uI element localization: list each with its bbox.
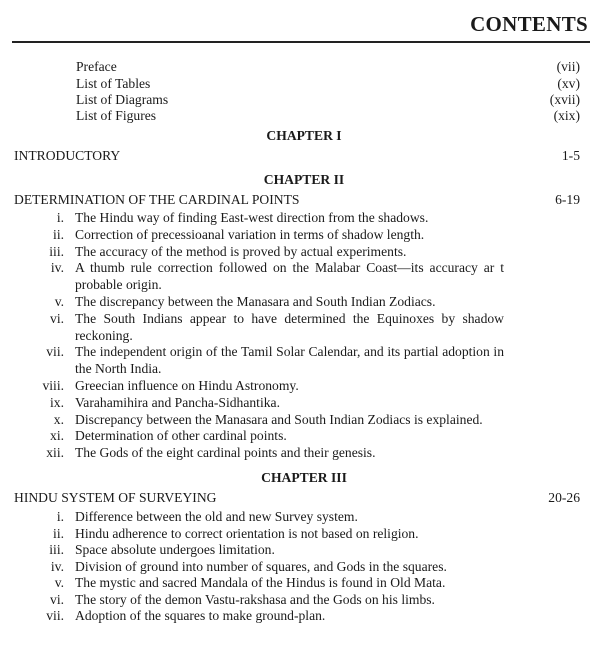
- subtopic-item: [0, 509, 504, 526]
- page-title: CONTENTS: [470, 12, 588, 36]
- entry-page: (xv): [557, 75, 580, 91]
- section-title: INTRODUCTORY: [14, 148, 121, 163]
- entry-page: (xix): [553, 108, 580, 123]
- subtopic-item: [0, 559, 504, 576]
- subtopic-item: [0, 526, 504, 543]
- subtopic-item: [0, 445, 504, 462]
- front-matter-entry: [0, 75, 600, 92]
- subtopic-item: [0, 227, 504, 244]
- subtopic-item: [0, 344, 504, 378]
- subtopic-item: [0, 311, 504, 345]
- item-text: Adoption of the squares to make ground-plan.: [75, 608, 326, 623]
- subtopic-item: [0, 428, 504, 445]
- item-number: xi.: [50, 428, 64, 444]
- front-matter-entry: [0, 107, 600, 124]
- item-number: vi.: [50, 310, 64, 326]
- section-title: HINDU SYSTEM OF SURVEYING: [14, 490, 217, 505]
- entry-page: (xvii): [549, 92, 580, 107]
- front-matter-entry: [0, 91, 600, 108]
- subtopic-list: [0, 509, 504, 625]
- item-text: Correction of precessioanal variation in terms of shadow length.: [75, 226, 425, 242]
- front-matter-entry: [0, 58, 600, 75]
- section-entry: [0, 147, 600, 164]
- item-number: ii.: [53, 525, 64, 541]
- subtopic-item: [0, 378, 504, 395]
- item-number: iv.: [50, 558, 64, 574]
- section-entry: [0, 191, 600, 208]
- section-title: DETERMINATION OF THE CARDINAL POINTS: [14, 192, 300, 207]
- item-text: Determination of other cardinal points.: [75, 428, 287, 444]
- chapter-heading: CHAPTER I: [266, 128, 342, 143]
- item-number: vi.: [50, 591, 64, 607]
- subtopic-item: [0, 244, 504, 261]
- item-number: i.: [56, 509, 64, 524]
- item-text: Space absolute undergoes limitation.: [75, 542, 275, 557]
- item-text: Greecian influence on Hindu Astronomy.: [75, 377, 299, 393]
- item-text: Division of ground into number of squares, and Gods in the squares.: [75, 558, 447, 574]
- item-number: i.: [56, 210, 64, 225]
- subtopic-item: [0, 608, 504, 625]
- item-text: The independent origin of the Tamil Solar Calendar, and its partial adoption in the North India.: [75, 344, 504, 377]
- subtopic-list: [0, 210, 504, 462]
- chapter-heading: CHAPTER III: [261, 470, 347, 485]
- item-number: viii.: [42, 377, 64, 393]
- item-text: The Hindu way of finding East-west direction from the shadows.: [75, 210, 429, 225]
- entry-label: List of Diagrams: [76, 92, 169, 107]
- title-rule: [12, 41, 590, 43]
- item-number: v.: [54, 575, 64, 590]
- item-text: The South Indians appear to have determined the Equinoxes by shadow reckoning.: [75, 310, 504, 343]
- item-text: The story of the demon Vastu-rakshasa and the Gods on his limbs.: [75, 591, 435, 607]
- item-text: The Gods of the eight cardinal points and their genesis.: [75, 445, 376, 461]
- item-text: The accuracy of the method is proved by actual experiments.: [75, 243, 407, 259]
- subtopic-item: [0, 592, 504, 609]
- subtopic-item: [0, 542, 504, 559]
- subtopic-item: [0, 260, 504, 294]
- entry-label: List of Figures: [76, 108, 157, 123]
- chapter-heading: CHAPTER II: [263, 172, 345, 187]
- subtopic-item: [0, 210, 504, 227]
- entry-page: (vii): [556, 59, 580, 74]
- item-text: Varahamihira and Pancha-Sidhantika.: [75, 394, 280, 410]
- section-pages: 20-26: [548, 490, 580, 505]
- item-number: iii.: [49, 542, 64, 557]
- item-number: ix.: [50, 394, 64, 410]
- item-number: iii.: [49, 243, 64, 259]
- item-number: ii.: [53, 226, 64, 242]
- item-text: Discrepancy between the Manasara and South Indian Zodiacs is explained.: [75, 411, 483, 427]
- item-number: vii.: [46, 344, 64, 360]
- section-entry: [0, 489, 600, 506]
- item-text: A thumb rule correction followed on the Malabar Coast—its accuracy ar t probable origin.: [75, 260, 504, 293]
- item-number: vii.: [46, 608, 64, 623]
- entry-label: List of Tables: [76, 75, 151, 91]
- item-text: The mystic and sacred Mandala of the Hindus is found in Old Mata.: [75, 575, 446, 590]
- item-number: v.: [54, 293, 64, 309]
- item-number: iv.: [50, 260, 64, 276]
- item-number: xii.: [46, 445, 64, 461]
- subtopic-item: [0, 395, 504, 412]
- subtopic-item: [0, 294, 504, 311]
- entry-label: Preface: [76, 59, 117, 74]
- section-pages: 6-19: [555, 192, 580, 207]
- subtopic-item: [0, 575, 504, 592]
- subtopic-item: [0, 412, 504, 429]
- item-number: x.: [53, 411, 64, 427]
- item-text: Hindu adherence to correct orientation is not based on religion.: [75, 525, 419, 541]
- section-pages: 1-5: [561, 148, 580, 163]
- item-text: The discrepancy between the Manasara and South Indian Zodiacs.: [75, 293, 436, 309]
- item-text: Difference between the old and new Survey system.: [75, 509, 358, 524]
